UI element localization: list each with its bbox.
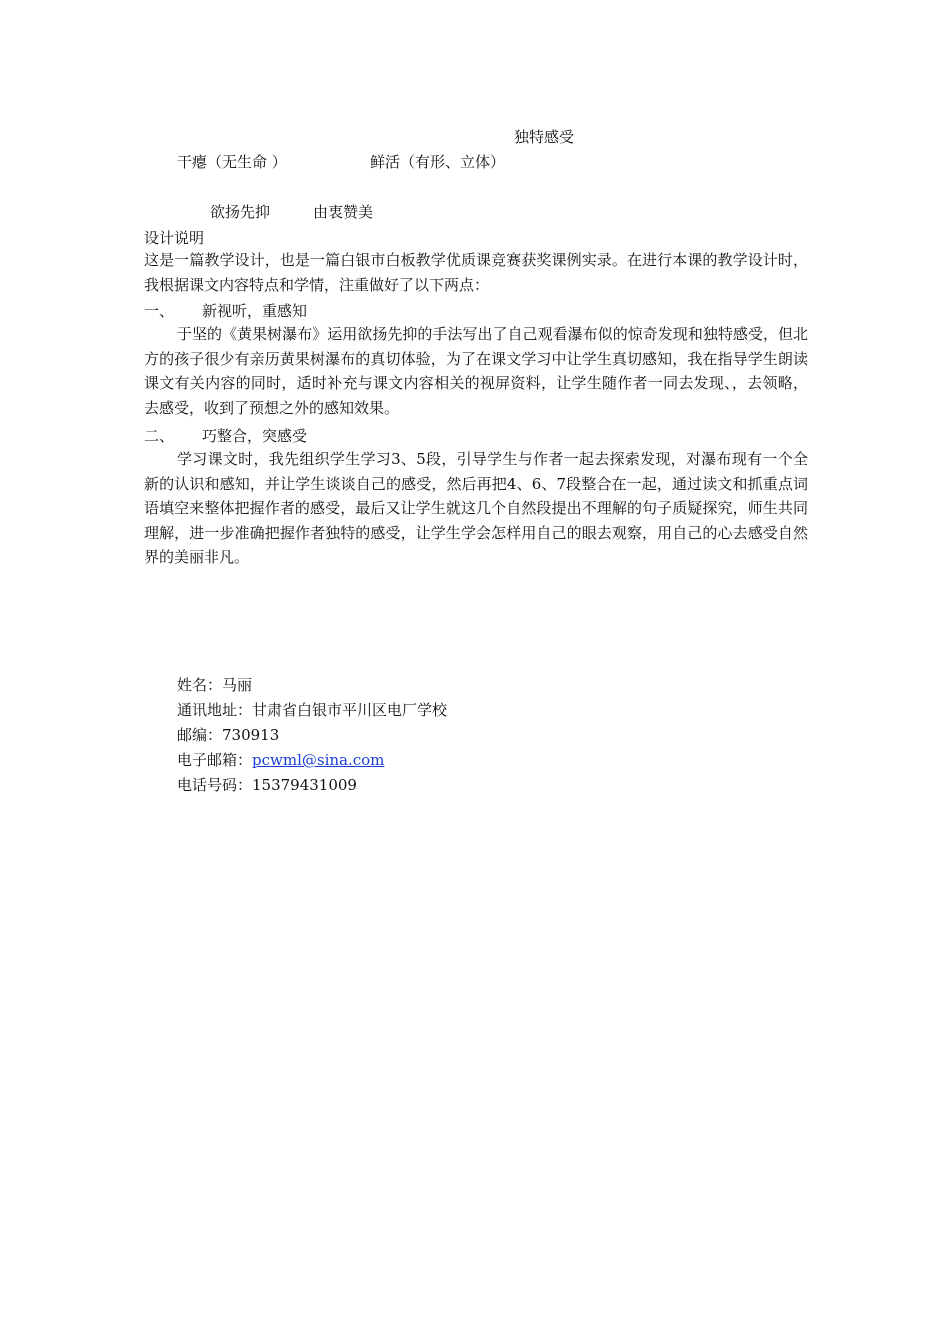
point-2-heading (144, 427, 307, 445)
diagram-top-label: 独特感受 (514, 128, 575, 146)
point-2-title: 巧整合，突感受 (202, 427, 308, 445)
contact-phone: 电话号码：15379431009 (177, 776, 357, 794)
diagram-left-label: 干瘪（无生命 ） (177, 153, 287, 171)
contact-email-link[interactable]: pcwml@sina.com (252, 751, 385, 769)
point-2-number: 二、 (144, 427, 175, 445)
contact-email-label: 电子邮箱： (177, 751, 253, 769)
design-heading: 设计说明 (144, 229, 205, 247)
contact-name: 姓名：马丽 (177, 676, 253, 694)
point-1-title: 新视听，重感知 (202, 302, 308, 320)
point-1-number: 一、 (144, 302, 175, 320)
diagram-bottom-left: 欲扬先抑 (210, 203, 271, 221)
contact-postcode: 邮编：730913 (177, 726, 280, 744)
diagram-bottom-right: 由衷赞美 (313, 203, 374, 221)
point-1-heading (144, 302, 307, 320)
design-intro: 这是一篇教学设计，也是一篇白银市白板教学优质课竞赛获奖课例实录。在进行本课的教学设计时，我根据课文内容特点和学情，注重做好了以下两点： (144, 251, 808, 294)
contact-email-row (177, 751, 384, 769)
diagram-right-label: 鲜活（有形、立体） (370, 153, 506, 171)
contact-address: 通讯地址：甘肃省白银市平川区电厂学校 (177, 701, 448, 719)
point-2-body: 学习课文时，我先组织学生学习3、5段，引导学生与作者一起去探索发现，对瀑布现有一个全新的认识和感知，并让学生谈谈自己的感受，然后再把4、6、7段整合在一起，通过读文和抓重点词语填空来整体把握作者的感受，最后又让学生就这几个自然段提出不理解的句子质疑探究，师生共同理解，进一步准确把握作者独特的感受，让学生学会怎样用自己的眼去观察，用自己的心去感受自然界的美丽非凡。 (144, 450, 808, 566)
point-1-body: 于坚的《黄果树瀑布》运用欲扬先抑的手法写出了自己观看瀑布似的惊奇发现和独特感受，但北方的孩子很少有亲历黄果树瀑布的真切体验，为了在课文学习中让学生真切感知，我在指导学生朗读课文有关内容的同时，适时补充与课文内容相关的视屏资料，让学生随作者一同去发现、，去领略，去感受，收到了预想之外的感知效果。 (144, 325, 808, 417)
